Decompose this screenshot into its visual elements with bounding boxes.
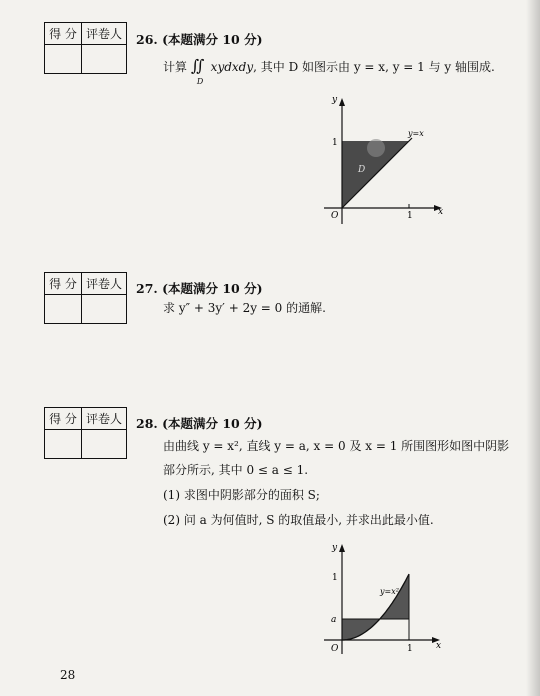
y-tick-label: 1 <box>332 138 338 148</box>
q28-figure <box>318 540 448 662</box>
grader-cell <box>82 430 127 459</box>
question-27-text: 求 y″ + 3y′ + 2y = 0 的通解. <box>163 301 326 315</box>
question-26-text <box>163 56 495 86</box>
q26-text-after: , 其中 D 如图示由 y = x, y = 1 与 y 轴围成. <box>253 60 495 74</box>
y-tick-a-label: a <box>331 615 337 625</box>
q26-text-before: 计算 <box>163 60 188 74</box>
y-tick-1-label: 1 <box>332 573 338 583</box>
region-label: D <box>358 165 366 175</box>
score-cell <box>45 45 82 74</box>
shaded-region-left <box>342 619 380 640</box>
score-cell <box>45 295 82 324</box>
score-box-28 <box>44 407 127 459</box>
grader-label: 评卷人 <box>82 273 127 295</box>
integral-subscript: D <box>196 77 204 86</box>
question-26-title: 26. (本题满分 10 分) <box>136 32 263 47</box>
grader-cell <box>82 295 127 324</box>
question-28-line2: 部分所示, 其中 0 ≤ a ≤ 1. <box>163 463 309 477</box>
x-tick-label: 1 <box>407 644 413 654</box>
y-axis-label: y <box>332 543 338 553</box>
curve-label: y=x <box>408 129 424 138</box>
origin-label: O <box>331 644 339 654</box>
grader-label: 评卷人 <box>82 408 127 430</box>
grader-cell <box>82 45 127 74</box>
question-28-line1: 由曲线 y = x², 直线 y = a, x = 0 及 x = 1 所围图形如图中阴影 <box>163 439 510 453</box>
score-cell <box>45 430 82 459</box>
question-28-title: 28. (本题满分 10 分) <box>136 416 263 431</box>
score-box-26 <box>44 22 127 74</box>
score-label: 得 分 <box>45 273 82 295</box>
question-28-part2: (2) 问 a 为何值时, S 的取值最小, 并求出此最小值. <box>163 513 434 527</box>
y-axis-label: y <box>332 96 338 105</box>
x-axis-label: x <box>436 641 442 651</box>
page-number: 28 <box>60 668 76 682</box>
question-27-title: 27. (本题满分 10 分) <box>136 281 263 296</box>
q26-figure <box>318 96 448 234</box>
y-axis-arrow <box>339 98 345 106</box>
page-edge-shadow <box>526 0 540 696</box>
double-integral-sign: ∬ <box>190 56 205 75</box>
score-label: 得 分 <box>45 23 82 45</box>
x-tick-label: 1 <box>407 211 413 221</box>
score-box-27 <box>44 272 127 324</box>
y-axis-arrow <box>339 544 345 552</box>
q26-integrand: xydxdy <box>210 60 254 74</box>
origin-label: O <box>331 211 339 221</box>
question-28-part1: (1) 求图中阴影部分的面积 S; <box>163 488 320 502</box>
score-label: 得 分 <box>45 408 82 430</box>
region-highlight <box>367 139 385 157</box>
grader-label: 评卷人 <box>82 23 127 45</box>
shaded-region-right <box>380 574 409 619</box>
curve-label: y=x² <box>380 587 399 596</box>
x-axis-label: x <box>438 207 444 217</box>
